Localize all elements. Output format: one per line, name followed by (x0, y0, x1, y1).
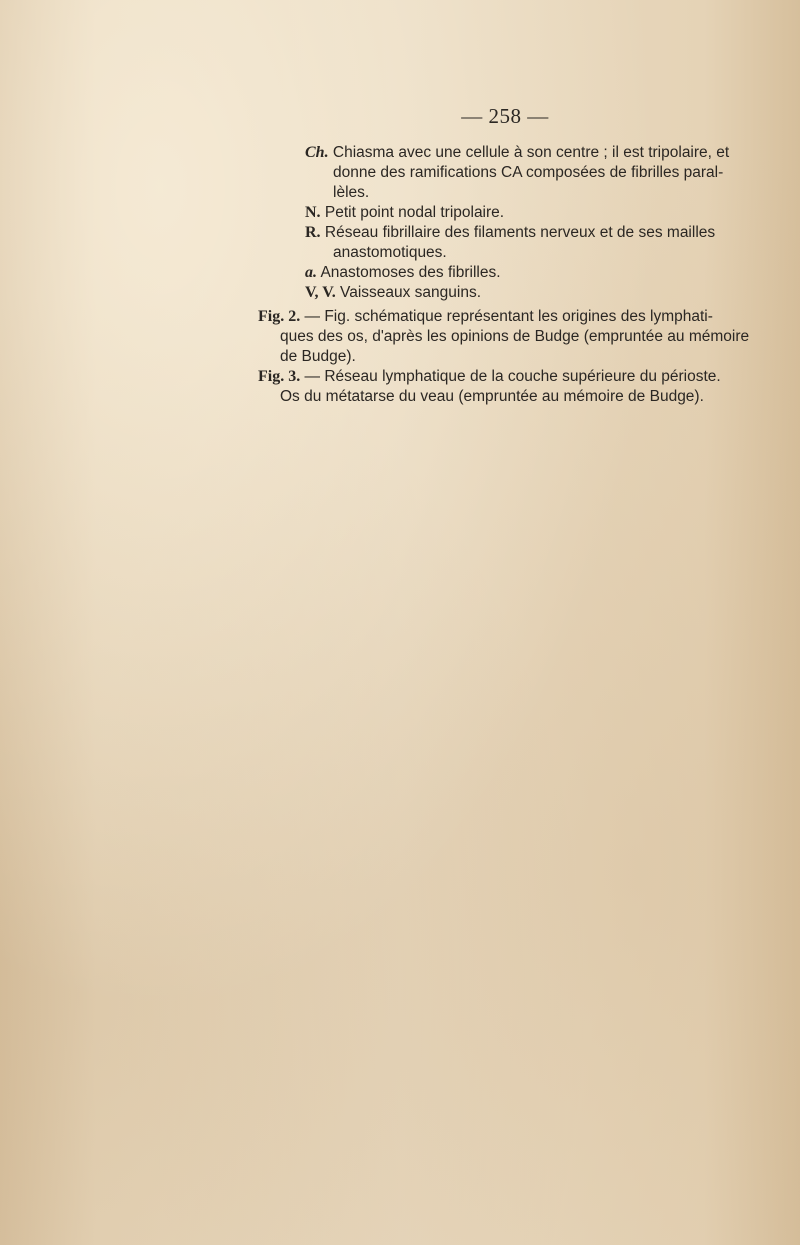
figure-caption-continued: Os du métatarse du veau (empruntée au mémoire de Budge). (280, 388, 704, 405)
legend-text-continued: donne des ramifications CA composées de fibrilles paral- (333, 164, 724, 181)
legend-text-continued: anastomotiques. (333, 244, 447, 261)
legend-key: V, V. (305, 284, 336, 301)
legend-entry-n (305, 203, 504, 223)
legend-key: Ch. (305, 144, 329, 161)
legend-key: R. (305, 224, 321, 241)
legend-text: Vaisseaux sanguins. (340, 284, 482, 301)
legend-entry-ch (305, 143, 729, 163)
legend-text: Chiasma avec une cellule à son centre ; il est tripolaire, et (332, 144, 730, 161)
figure-label: Fig. 3. (258, 368, 301, 385)
figure-caption-continued: de Budge). (280, 348, 356, 365)
figure-caption-2 (258, 307, 713, 327)
legend-key: a. (305, 264, 317, 281)
legend-text: Réseau fibrillaire des filaments nerveux et de ses mailles (324, 224, 716, 241)
legend-entry-r (305, 223, 715, 243)
legend-text-continued: lèles. (333, 184, 370, 201)
legend-entry-v (305, 283, 481, 303)
page-number: — 258 — (461, 104, 549, 128)
legend-entry-a (305, 263, 501, 283)
figure-label: Fig. 2. (258, 308, 301, 325)
legend-text: Petit point nodal tripolaire. (324, 204, 505, 221)
figure-caption-3 (258, 367, 721, 387)
figure-caption-text: — Fig. schématique représentant les origines des lymphati- (304, 308, 713, 325)
legend-text: Anastomoses des fibrilles. (320, 264, 501, 281)
figure-caption-text: — Réseau lymphatique de la couche supérieure du périoste. (304, 368, 721, 385)
figure-caption-continued: ques des os, d'après les opinions de Budge (empruntée au mémoire (280, 328, 750, 345)
legend-key: N. (305, 204, 321, 221)
